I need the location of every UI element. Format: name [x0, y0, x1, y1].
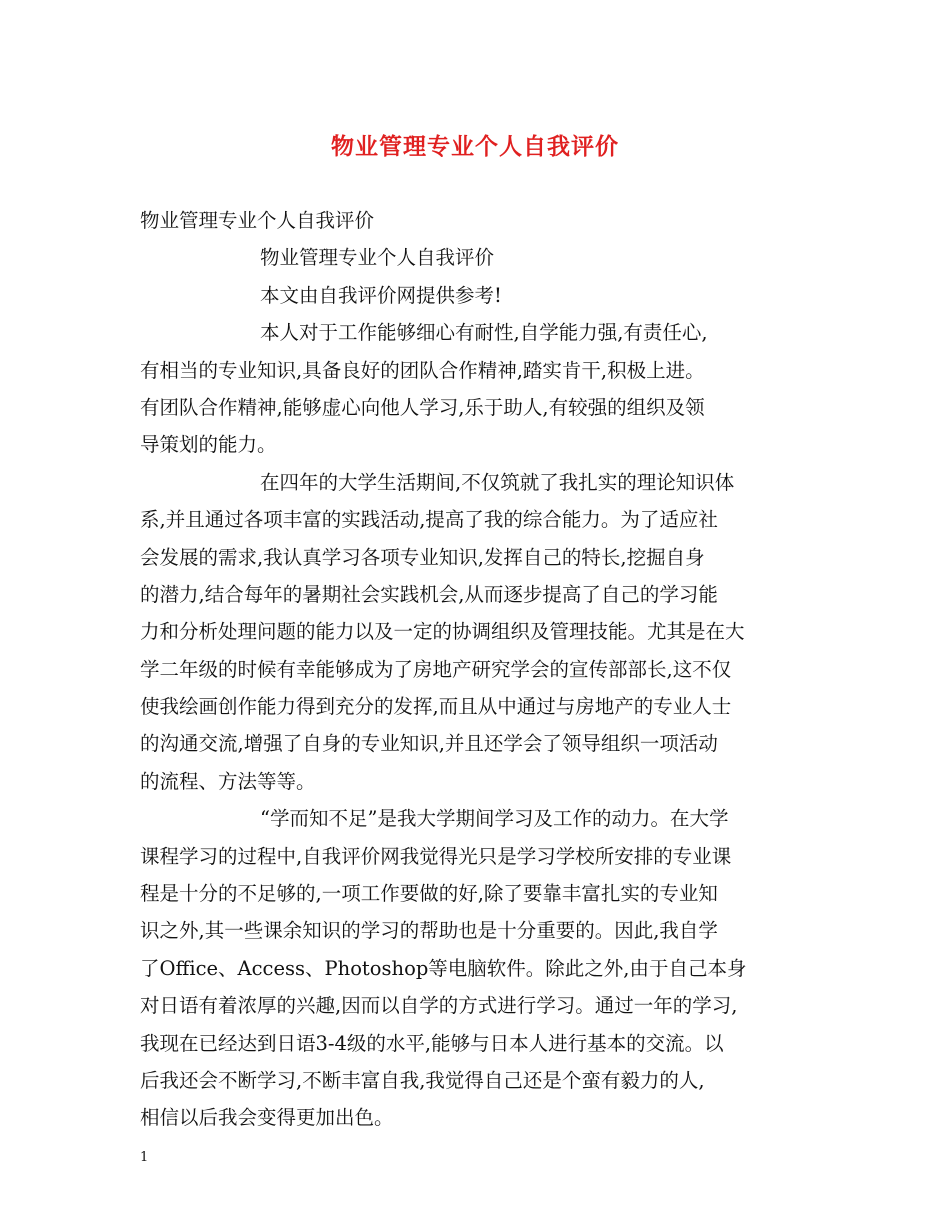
body-line: 在四年的大学生活期间,不仅筑就了我扎实的理论知识体 — [260, 470, 735, 494]
body-line: 物业管理专业个人自我评价 — [260, 246, 495, 270]
body-line: 本文由自我评价网提供参考! — [260, 283, 502, 307]
body-line: 的沟通交流,增强了自身的专业知识,并且还学会了领导组织一项活动 — [140, 732, 718, 756]
body-line: 本人对于工作能够细心有耐性,自学能力强,有责任心, — [260, 321, 708, 345]
body-line: 了Office、Access、Photoshop等电脑软件。除此之外,由于自己本身 — [140, 956, 747, 980]
body-line: 的潜力,结合每年的暑期社会实践机会,从而逐步提高了自己的学习能 — [140, 582, 718, 606]
body-line: 学二年级的时候有幸能够成为了房地产研究学会的宣传部部长,这不仅 — [140, 657, 732, 681]
body-line: 对日语有着浓厚的兴趣,因而以自学的方式进行学习。通过一年的学习, — [140, 994, 738, 1018]
body-line: 的流程、方法等等。 — [140, 769, 316, 793]
body-line: 我现在已经达到日语3-4级的水平,能够与日本人进行基本的交流。以 — [140, 1031, 724, 1055]
body-line: 相信以后我会变得更加出色。 — [140, 1106, 394, 1130]
body-line: 会发展的需求,我认真学习各项专业知识,发挥自己的特长,挖掘自身 — [140, 545, 705, 569]
document-body — [140, 202, 820, 1137]
body-line: 后我还会不断学习,不断丰富自我,我觉得自己还是个蛮有毅力的人, — [140, 1068, 705, 1092]
document-title: 物业管理专业个人自我评价 — [331, 133, 619, 160]
body-line: 使我绘画创作能力得到充分的发挥,而且从中通过与房地产的专业人士 — [140, 695, 732, 719]
body-line: “学而知不足”是我大学期间学习及工作的动力。在大学 — [260, 807, 729, 831]
body-line: 系,并且通过各项丰富的实践活动,提高了我的综合能力。为了适应社 — [140, 508, 718, 532]
page-number: 1 — [140, 1150, 149, 1165]
body-line: 导策划的能力。 — [140, 433, 277, 457]
body-line: 程是十分的不足够的,一项工作要做的好,除了要靠丰富扎实的专业知 — [140, 882, 718, 906]
body-line: 有团队合作精神,能够虚心向他人学习,乐于助人,有较强的组织及领 — [140, 395, 705, 419]
body-line: 课程学习的过程中,自我评价网我觉得光只是学习学校所安排的专业课 — [140, 844, 732, 868]
body-line: 力和分析处理问题的能力以及一定的协调组织及管理技能。尤其是在大 — [140, 620, 745, 644]
body-line: 有相当的专业知识,具备良好的团队合作精神,踏实肯干,积极上进。 — [140, 358, 705, 382]
body-line: 物业管理专业个人自我评价 — [140, 209, 375, 232]
body-line: 识之外,其一些课余知识的学习的帮助也是十分重要的。因此,我自学 — [140, 919, 718, 943]
